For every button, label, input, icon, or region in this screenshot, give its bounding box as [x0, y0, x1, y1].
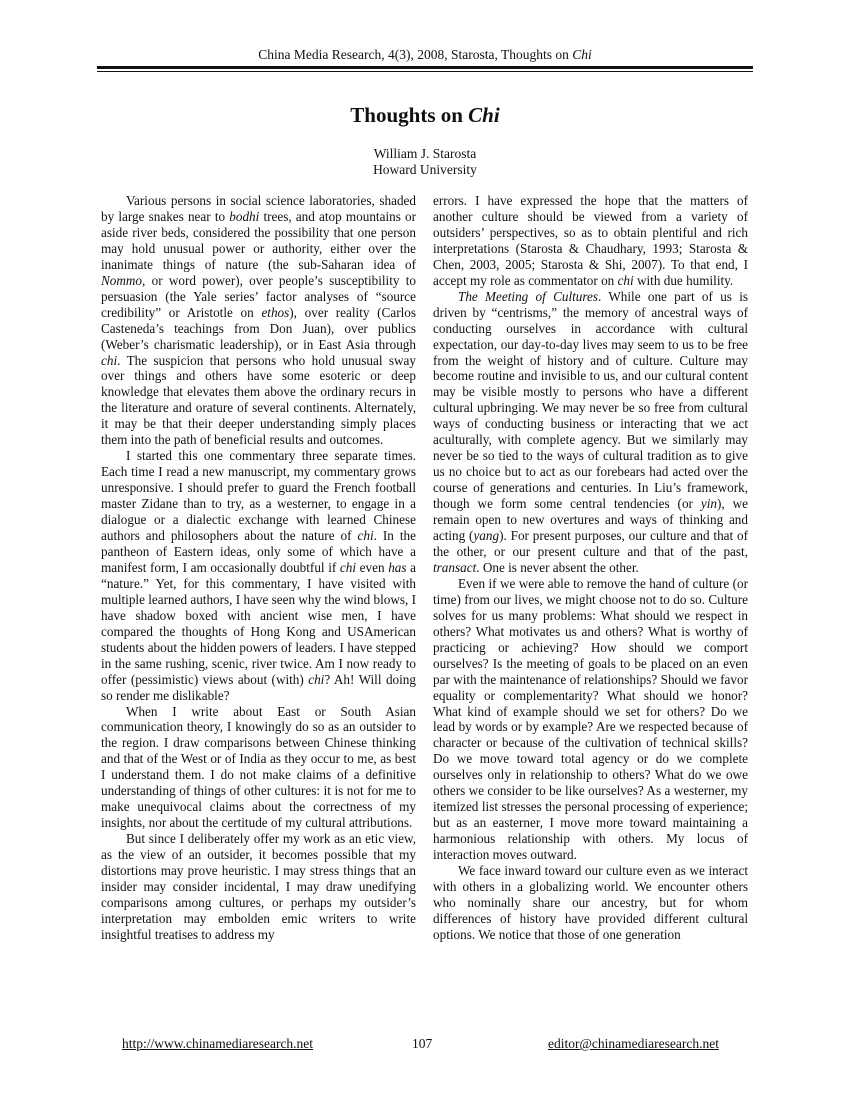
left-column [101, 193, 416, 993]
italic-text: Nommo [101, 272, 143, 288]
text-run: , or word power), over people’s susceptibility to persuasion (the Yale series’ factor analyses of “source credibility” or Aristotle on [101, 272, 416, 320]
text-run: . One is never absent the other. [476, 559, 639, 575]
running-head-italic: Chi [572, 47, 592, 62]
text-run: errors. I have expressed the hope that the matters of another culture should be viewed from a variety of outsiders’ perspectives, so as to obtain plentiful and rich interpretations (Starosta & Chaudhary, 1993; Starosta & Chen, 2003, 2005; Starosta & Shi, 2007). To that end, I accept my role as commentator on [433, 193, 748, 288]
italic-text: chi [339, 559, 357, 575]
italic-text: bodhi [229, 208, 260, 224]
text-run: ). For present purposes, our culture and that of the other, or our present culture and that of the past, [433, 528, 748, 559]
running-head-text: China Media Research, 4(3), 2008, Starosta, Thoughts on [258, 47, 573, 62]
text-run: When I write about East or South Asian communication theory, I knowingly do so as an outsider to the region. I draw comparisons between Chinese thinking and that of the West or of India as they occur to me, as best I understand them. I do not make claims of a definitive understanding of things of other cultures: it is not for me to make unequivocal claims about the correctness of my insights, nor about the certitude of my cultural attributions. [101, 703, 416, 831]
text-run: . While one part of us is driven by “centrisms,” the memory of ancestral ways of conducting ourselves in accordance with cultural expectation, our day-to-day lives may seem to us to be free from the weight of history and of culture. Culture may become routine and invisible to us, and our cultural content may be visible mostly to persons who have a different cultural upbringing. We may never be so free from cultural ways of conducting business or interacting that we act aculturally, with complete agency. But we similarly may never be so tied to the ways of cultural tradition as to give us no choice but to act as our forebears had acted over the course of generations and centuries. In Liu’s framework, though we form some central tendencies (or [433, 288, 748, 512]
text-run: We face inward toward our culture even as we interact with others in a globalizing world. We encounter others who nominally share our ancestry, but for whom differences of history have provided different cultural options. We notice that those of one generation [433, 863, 748, 942]
text-run: . The suspicion that persons who hold unusual sway over things and others have some esoteric or deep knowledge that elevates them above the ordinary recurs in the literature and orature of several continents. Alternately, it may be that their deeper understanding simply places them into the path of beneficial results and outcomes. [101, 352, 416, 448]
author-name: William J. Starosta [373, 146, 477, 161]
body-paragraph [433, 193, 748, 289]
italic-text: The Meeting of Cultures [458, 288, 599, 304]
text-run: ), we remain open to new overtures and ways of thinking and acting ( [433, 496, 748, 544]
footer-page-number: 107 [412, 1036, 433, 1051]
text-run: with due humility. [633, 272, 734, 288]
text-run: Various persons in social science laboratories, shaded by large snakes near to [101, 193, 416, 224]
text-run: even [356, 559, 389, 575]
italic-text: yin [700, 496, 717, 512]
right-column [433, 193, 748, 993]
body-paragraph [101, 448, 416, 703]
italic-text: chi [101, 352, 118, 368]
body-paragraph [101, 831, 416, 943]
body-paragraph [433, 576, 748, 863]
text-run: a “nature.” Yet, for this commentary, I have visited with multiple learned authors, I have seen why the wind blows, I have shadow boxed with ancient wise men, I have compared the thoughts of Hong Kong and USAmerican students about the hidden powers of leaders. I have stepped in the same rushing, scenic, river twice. Am I now ready to offer (pessimistic) views about (with) [101, 559, 416, 687]
italic-text: chi [357, 528, 374, 544]
text-run: ? Ah! Will doing so render me dislikable? [101, 671, 416, 703]
body-paragraph [101, 704, 416, 832]
text-run: I started this one commentary three separate times. Each time I read a new manuscript, my commentary grows unresponsive. I should prefer to guard the French football master Zidane than to try, as a westerner, to engage in a dialogue or a dialectic exchange with learned Chinese authors and philosophers about the nature of [101, 448, 416, 544]
text-run: But since I deliberately offer my work as an etic view, as the view of an outsider, it becomes possible that my distortions may prove heuristic. I may stress things that an insider may consider incidental, I may draw unedifying comparisons among cultures, or perhaps my outsider’s interpretation may embolden emic writers to write insightful treatises to address my [101, 831, 416, 942]
running-head [100, 47, 750, 63]
header-rule-thick [97, 66, 753, 69]
header-rule-thin [97, 71, 753, 72]
footer-email-link[interactable]: editor@chinamediaresearch.net [548, 1036, 719, 1051]
title-text: Thoughts on [350, 103, 469, 127]
italic-text: has [388, 559, 407, 575]
italic-text: chi [308, 671, 325, 687]
italic-text: transact [433, 559, 477, 575]
author-affiliation: Howard University [373, 162, 477, 177]
title-italic: Chi [468, 103, 500, 127]
italic-text: ethos [261, 304, 290, 320]
text-run: Even if we were able to remove the hand of culture (or time) from our lives, we might choose not to do so. Culture solves for us many problems: What should we respect in others? What motivates us and others? What is worthy of practicing or achieving? How should we comport ourselves? Is the meeting of goals to be placed on an even par with the maintenance of relationships? Should we favor equality or complementarity? What should we honor? What kind of example should we set for others? Do we lead by words or by example? Are we respected because of character or because of the cultivation of technical skills? Do we move toward total agency or do we complete ourselves only in relationship to others? What do we owe others we consider to be like ourselves? As a westerner, my itemized list stresses the personal processing of experience; but as an easterner, I move more toward maintaining a harmonious relationship with others. My locus of interaction moves outward. [433, 575, 748, 863]
italic-text: chi [617, 272, 634, 288]
text-run: trees, and atop mountains or aside river beds, considered the possibility that one person may hold unusual power or authority, either over the inanimate things of nature (the sub-Saharan idea of [101, 208, 416, 272]
text-run: . In the pantheon of Eastern ideas, only some of which have a manifest form, I am occasionally doubtful if [101, 528, 416, 575]
body-paragraph [433, 289, 748, 576]
italic-text: yang [473, 528, 500, 544]
page-title [100, 102, 750, 128]
text-run: ), over reality (Carlos Casteneda’s teachings from Don Juan), over publics (Weber’s charismatic leadership), or in East Asia through [101, 304, 416, 352]
body-paragraph [101, 193, 416, 448]
footer-url-link[interactable]: http://www.chinamediaresearch.net [122, 1036, 314, 1051]
body-paragraph [433, 863, 748, 943]
